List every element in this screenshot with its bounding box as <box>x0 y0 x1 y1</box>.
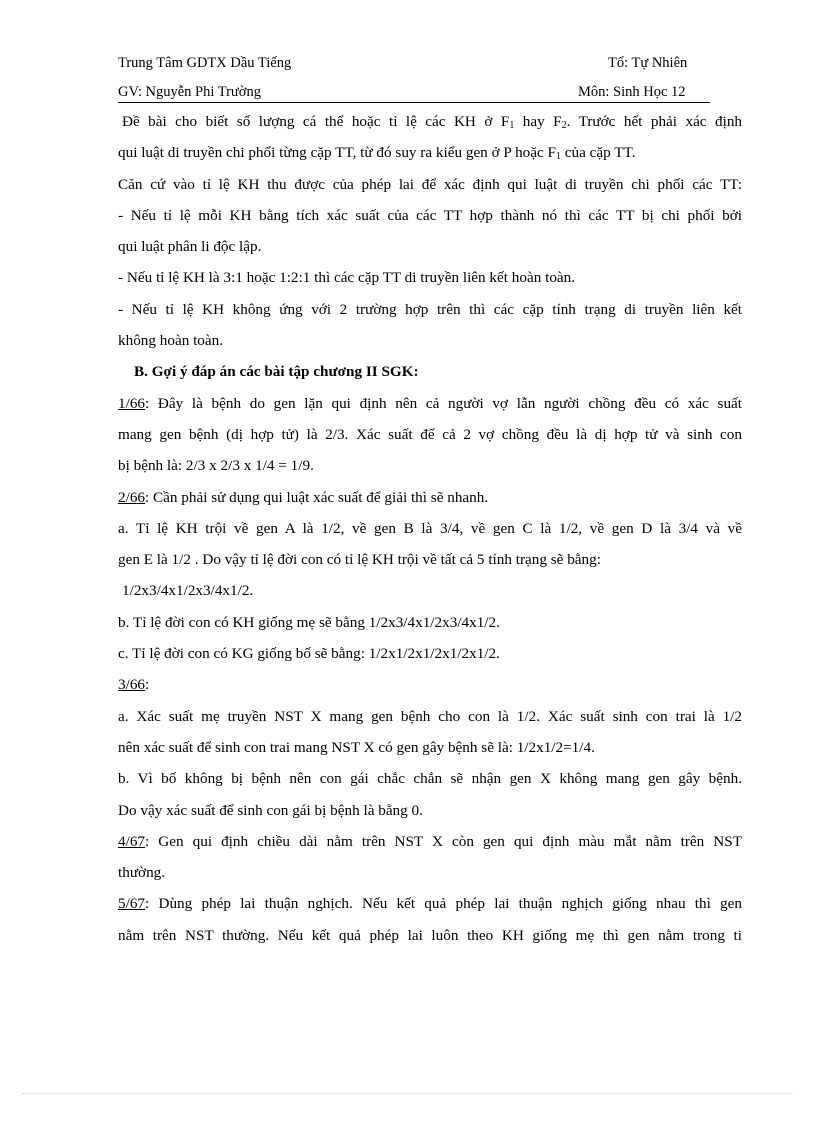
exercise-1-line-2: mang gen bệnh (dị hợp tử) là 2/3. Xác suất để cả 2 vợ chồng đều là dị hợp tử và sinh con <box>118 425 742 443</box>
text-span: qui luật di truyền chi phối từng cặp TT, từ đó suy ra kiểu gen ở P hoặc F <box>118 144 556 162</box>
exercise-2-line-1 <box>118 482 742 513</box>
paragraph-intro-line-2 <box>118 137 742 168</box>
paragraph-intro-line-1 <box>118 106 742 137</box>
text-span: : <box>145 676 150 694</box>
document-body <box>118 106 742 951</box>
rule-incomplete-linkage-line-2: không hoàn toàn. <box>118 332 224 350</box>
rule-independent-line-1: - Nếu tỉ lệ mỗi KH bằng tích xác suất của các TT hợp thành nó thì các TT bị chi phối bởi <box>118 206 742 224</box>
exercise-5-line-1 <box>118 888 742 919</box>
header-school: Trung Tâm GDTX Dầu Tiếng <box>118 55 292 71</box>
text-span: hay F <box>514 113 562 130</box>
page-bottom-divider <box>22 1093 794 1094</box>
subscript: 1 <box>509 120 515 131</box>
text-span: : Dùng phép lai thuận nghịch. Nếu kết quả phép lai thuận nghịch giống nhau thì gen <box>145 895 742 913</box>
exercise-2-label: 2/66 <box>118 488 146 506</box>
exercise-1-line-1 <box>118 388 742 419</box>
header-subject: Môn: Sinh Học 12 <box>578 84 686 100</box>
text-span: : Cần phải sử dụng qui luật xác suất để giải thì sẽ nhanh. <box>145 488 489 506</box>
subscript: 2 <box>561 120 567 131</box>
text-span: Đề bài cho biết số lượng cá thể hoặc tỉ lệ các KH ở F <box>122 113 510 130</box>
exercise-5-label: 5/67 <box>118 895 146 913</box>
subscript: 1 <box>556 151 561 163</box>
exercise-3b-line-2: Do vậy xác suất để sinh con gái bị bệnh là bằng 0. <box>118 801 423 819</box>
rule-independent-line-2: qui luật phân li độc lập. <box>118 238 262 256</box>
text-span: . Trước hết phải xác định <box>566 113 743 130</box>
exercise-3-line-1 <box>118 669 742 700</box>
exercise-1-line-3: bị bệnh là: 2/3 x 2/3 x 1/4 = 1/9. <box>118 457 314 475</box>
rule-complete-linkage: - Nếu tỉ lệ KH là 3:1 hoặc 1:2:1 thì các cặp TT di truyền liên kết hoàn toàn. <box>118 269 576 287</box>
exercise-1-label: 1/66 <box>118 394 146 412</box>
header-department: Tổ: Tự Nhiên <box>608 55 688 71</box>
section-heading: B. Gợi ý đáp án các bài tập chương II SGK: <box>134 363 419 381</box>
paragraph-basis: Căn cứ vào tỉ lệ KH thu được của phép lai để xác định qui luật di truyền chi phối các TT: <box>118 175 742 193</box>
text-span: : Đây là bệnh do gen lặn qui định nên cả người vợ lẫn người chồng đều có xác suất <box>145 394 742 412</box>
exercise-2a-line-2: gen E là 1/2 . Do vậy tỉ lệ đời con có tỉ lệ KH trội về tất cả 5 tính trạng sẽ bằng: <box>118 551 601 569</box>
exercise-3-label: 3/66 <box>118 676 146 694</box>
exercise-5-line-2: nằm trên NST thường. Nếu kết quả phép lai luôn theo KH giống mẹ thì gen nằm trong ti <box>118 926 742 944</box>
exercise-4-line-2: thường. <box>118 864 166 882</box>
header-teacher: GV: Nguyễn Phi Trường <box>118 84 261 100</box>
exercise-2b: b. Tỉ lệ đời con có KH giống mẹ sẽ bằng 1/2x3/4x1/2x3/4x1/2. <box>118 613 500 631</box>
exercise-2a-line-1: a. Tỉ lệ KH trội về gen A là 1/2, về gen B là 3/4, về gen C là 1/2, về gen D là 3/4 và về <box>118 519 742 537</box>
exercise-4-line-1 <box>118 826 742 857</box>
exercise-3b-line-1: b. Vì bố không bị bệnh nên con gái chắc chắn sẽ nhận gen X không mang gen gây bệnh. <box>118 770 742 788</box>
text-span: : Gen qui định chiều dài nằm trên NST X còn gen qui định màu mắt nằm trên NST <box>145 832 742 850</box>
exercise-2c: c. Tỉ lệ đời con có KG giống bố sẽ bằng: 1/2x1/2x1/2x1/2x1/2. <box>118 645 500 663</box>
exercise-4-label: 4/67 <box>118 832 146 850</box>
header-divider <box>118 102 710 103</box>
text-span: của cặp TT. <box>561 144 636 162</box>
rule-incomplete-linkage-line-1: - Nếu tỉ lệ KH không ứng với 2 trường hợp trên thì các cặp tính trạng di truyền liên kết <box>118 300 742 318</box>
exercise-3a-line-2: nên xác suất để sinh con trai mang NST X có gen gây bệnh sẽ là: 1/2x1/2=1/4. <box>118 738 595 756</box>
exercise-2a-line-3: 1/2x3/4x1/2x3/4x1/2. <box>122 582 254 600</box>
exercise-3a-line-1: a. Xác suất mẹ truyền NST X mang gen bệnh cho con là 1/2. Xác suất sinh con trai là 1/2 <box>118 707 742 725</box>
